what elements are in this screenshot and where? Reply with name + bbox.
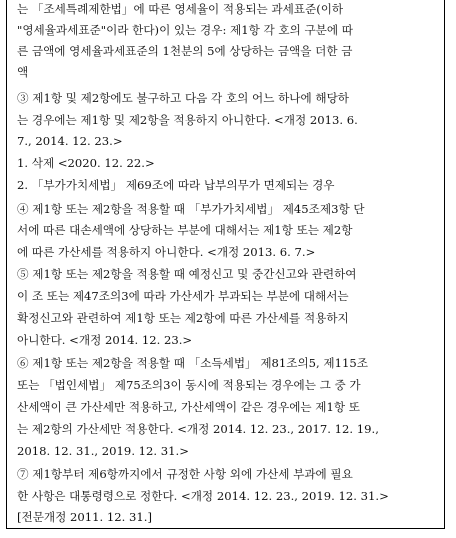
text-line: [전문개정 2011. 12. 31.] bbox=[17, 510, 152, 524]
text-line: ⑦ 제1항부터 제6항까지에서 규정한 사항 외에 가산세 부과에 필요 bbox=[17, 467, 353, 481]
text-line: 른 금액에 영세율과세표준의 1천분의 5에 상당하는 금액을 더한 금 bbox=[17, 44, 353, 58]
text-line: ④ 제1항 또는 제2항을 적용할 때 「부가가치세법」 제45조제3항 단 bbox=[17, 202, 365, 216]
text-line: 는 「조세특례제한법」에 따른 영세율이 적용되는 과세표준(이하 bbox=[17, 2, 344, 16]
text-line: 확정신고와 관련하여 제1항 또는 제2항에 따른 가산세를 적용하지 bbox=[17, 311, 349, 325]
text-line: 한 사항은 대통령령으로 정한다. <개정 2014. 12. 23., 2019. 12. 31.> bbox=[17, 489, 389, 503]
text-line: 또는 「법인세법」 제75조의3이 동시에 적용되는 경우에는 그 중 가 bbox=[17, 378, 361, 392]
text-line: 1. 삭제 <2020. 12. 22.> bbox=[17, 156, 155, 170]
text-line: 2. 「부가가치세법」 제69조에 따라 납부의무가 면제되는 경우 bbox=[17, 178, 335, 192]
text-line: 이 조 또는 제47조의3에 따라 가산세가 부과되는 부분에 대해서는 bbox=[17, 289, 349, 303]
text-line: ⑤ 제1항 또는 제2항을 적용할 때 예정신고 및 중간신고와 관련하여 bbox=[17, 267, 357, 281]
text-line: 는 제2항의 가산세만 적용한다. <개정 2014. 12. 23., 2017. 12. 19., bbox=[17, 422, 379, 436]
text-line: 아니한다. <개정 2014. 12. 23.> bbox=[17, 333, 193, 347]
text-line: "영세율과세표준"이라 한다)이 있는 경우: 제1항 각 호의 구분에 따 bbox=[17, 23, 353, 37]
text-line: 2018. 12. 31., 2019. 12. 31.> bbox=[17, 444, 189, 458]
text-line: 에 따른 가산세를 적용하지 아니한다. <개정 2013. 6. 7.> bbox=[17, 245, 316, 259]
text-line: ⑥ 제1항 또는 제2항을 적용할 때 「소득세법」 제81조의5, 제115조 bbox=[17, 356, 368, 370]
text-line: 7., 2014. 12. 23.> bbox=[17, 134, 123, 148]
text-line: ③ 제1항 및 제2항에도 불구하고 다음 각 호의 어느 하나에 해당하 bbox=[17, 91, 349, 105]
text-line: 산세액이 큰 가산세만 적용하고, 가산세액이 같은 경우에는 제1항 또 bbox=[17, 400, 360, 414]
text-line: 액 bbox=[17, 65, 29, 79]
text-line: 는 경우에는 제1항 및 제2항을 적용하지 아니한다. <개정 2013. 6. bbox=[17, 113, 358, 127]
text-line: 서에 따른 대손세액에 상당하는 부분에 대해서는 제1항 또는 제2항 bbox=[17, 223, 353, 237]
